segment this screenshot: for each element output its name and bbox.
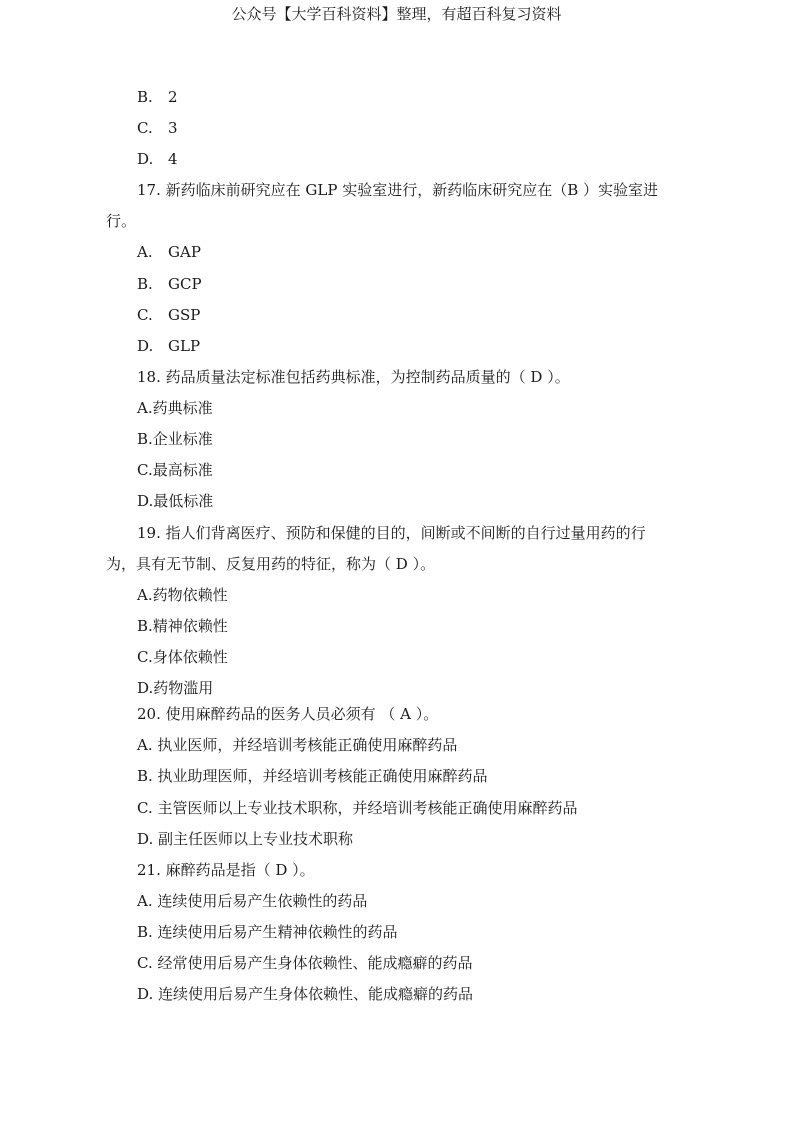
question-17-line2: 行。 — [106, 212, 137, 230]
q17-option-d — [137, 336, 200, 356]
q18-option-c: C.最高标准 — [137, 461, 213, 479]
question-21: 21. 麻醉药品是指（ D ）。 — [137, 861, 315, 879]
page-header: 公众号【大学百科资料】整理，有超百科复习资料 — [231, 5, 562, 23]
option-text: GAP — [168, 243, 201, 261]
option-text: 2 — [168, 88, 178, 106]
option-b — [137, 87, 178, 107]
option-text: GLP — [168, 337, 201, 355]
q20-option-d: D. 副主任医师以上专业技术职称 — [137, 830, 354, 848]
q21-option-c: C. 经常使用后易产生身体依赖性、能成瘾癖的药品 — [137, 954, 473, 972]
q18-option-b: B.企业标准 — [137, 430, 213, 448]
question-19-line1: 19. 指人们背离医疗、预防和保健的目的，间断或不间断的自行过量用药的行 — [137, 524, 646, 542]
option-text: GSP — [168, 306, 201, 324]
option-letter: D. — [137, 150, 154, 168]
option-text: 3 — [168, 119, 178, 137]
q21-option-b: B. 连续使用后易产生精神依赖性的药品 — [137, 923, 398, 941]
q19-option-c: C.身体依赖性 — [137, 648, 228, 666]
q19-option-b: B.精神依赖性 — [137, 617, 228, 635]
option-letter: C. — [137, 119, 153, 137]
option-c — [137, 118, 178, 138]
question-19-line2: 为，具有无节制、反复用药的特征，称为（ D ）。 — [106, 555, 436, 573]
q20-option-a: A. 执业医师，并经培训考核能正确使用麻醉药品 — [137, 736, 458, 754]
question-18: 18. 药品质量法定标准包括药典标准，为控制药品质量的（ D ）。 — [137, 368, 570, 386]
option-letter: C. — [137, 306, 153, 324]
option-text: 4 — [168, 150, 178, 168]
question-17-line1: 17. 新药临床前研究应在 GLP 实验室进行，新药临床研究应在（B ）实验室进 — [137, 181, 658, 199]
q17-option-b — [137, 274, 202, 294]
q17-option-c — [137, 305, 200, 325]
q21-option-d: D. 连续使用后易产生身体依赖性、能成瘾癖的药品 — [137, 985, 474, 1003]
question-20: 20. 使用麻醉药品的医务人员必须有 （ A ）。 — [137, 705, 439, 723]
q18-option-d: D.最低标准 — [137, 492, 214, 510]
q20-option-c: C. 主管医师以上专业技术职称，并经培训考核能正确使用麻醉药品 — [137, 799, 578, 817]
option-letter: D. — [137, 337, 154, 355]
option-d — [137, 149, 178, 169]
q20-option-b: B. 执业助理医师，并经培训考核能正确使用麻醉药品 — [137, 767, 488, 785]
option-letter: B. — [137, 275, 153, 293]
option-text: GCP — [168, 275, 202, 293]
q19-option-d: D.药物滥用 — [137, 679, 214, 697]
q18-option-a: A.药典标准 — [137, 399, 213, 417]
option-letter: A. — [137, 243, 153, 261]
q17-option-a — [137, 242, 201, 262]
option-letter: B. — [137, 88, 153, 106]
q19-option-a: A.药物依赖性 — [137, 586, 228, 604]
q21-option-a: A. 连续使用后易产生依赖性的药品 — [137, 892, 368, 910]
